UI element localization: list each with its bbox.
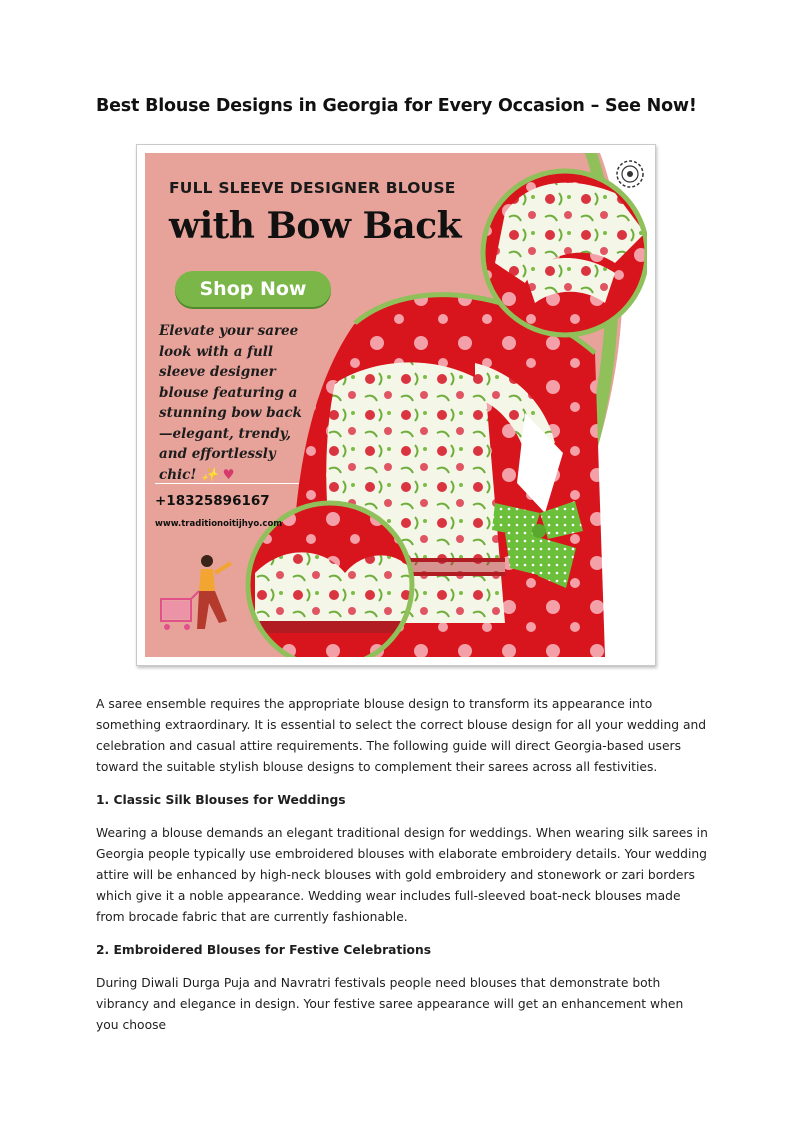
banner-description <box>159 321 309 485</box>
banner-phone: +18325896167 <box>155 493 270 509</box>
heart-icon: ♥ <box>222 466 235 483</box>
sparkle-icon: ✨ <box>201 466 218 483</box>
section-heading: 1. Classic Silk Blouses for Weddings <box>96 793 346 807</box>
banner-description-text: Elevate your saree look with a full sleeve designer blouse featuring a stunning bow back—elegant, trendy, and effortlessly chic! <box>159 323 302 483</box>
section-paragraph: Wearing a blouse demands an elegant traditional design for weddings. When wearing silk sarees in Georgia people typically use embroidered blouses with elaborate embroidery details. Your wedding attire will be enhanced by high-neck blouses with gold embroidery and stonework or zari borders which give it a noble appearance. Wedding wear includes full-sleeved boat-neck blouses made from brocade fabric that are currently fashionable. <box>96 826 708 924</box>
page-title: Best Blouse Designs in Georgia for Every Occasion – See Now! <box>96 96 697 116</box>
banner-divider <box>155 483 299 484</box>
banner-background <box>145 153 647 657</box>
section-paragraph: During Diwali Durga Puja and Navratri festivals people need blouses that demonstrate both vibrancy and elegance in design. Your festive saree appearance will get an enhancement when you choose <box>96 976 684 1032</box>
intro-paragraph: A saree ensemble requires the appropriate blouse design to transform its appearance into something extraordinary. It is essential to select the correct blouse design for all your wedding and celebration and casual attire requirements. The following guide will direct Georgia-based users toward the suitable stylish blouse designs to complement their sarees across all festivities. <box>96 697 707 774</box>
shopping-woman-icon <box>151 551 243 657</box>
banner-website: www.traditionoitijhyo.com <box>155 519 283 529</box>
shop-now-button[interactable]: Shop Now <box>175 271 331 307</box>
banner-heading-line1: FULL SLEEVE DESIGNER BLOUSE <box>169 179 456 197</box>
banner-heading-line2: with Bow Back <box>169 205 462 247</box>
product-banner-image <box>136 144 656 666</box>
brand-logo-icon <box>615 159 645 189</box>
section-heading: 2. Embroidered Blouses for Festive Celebrations <box>96 943 432 957</box>
